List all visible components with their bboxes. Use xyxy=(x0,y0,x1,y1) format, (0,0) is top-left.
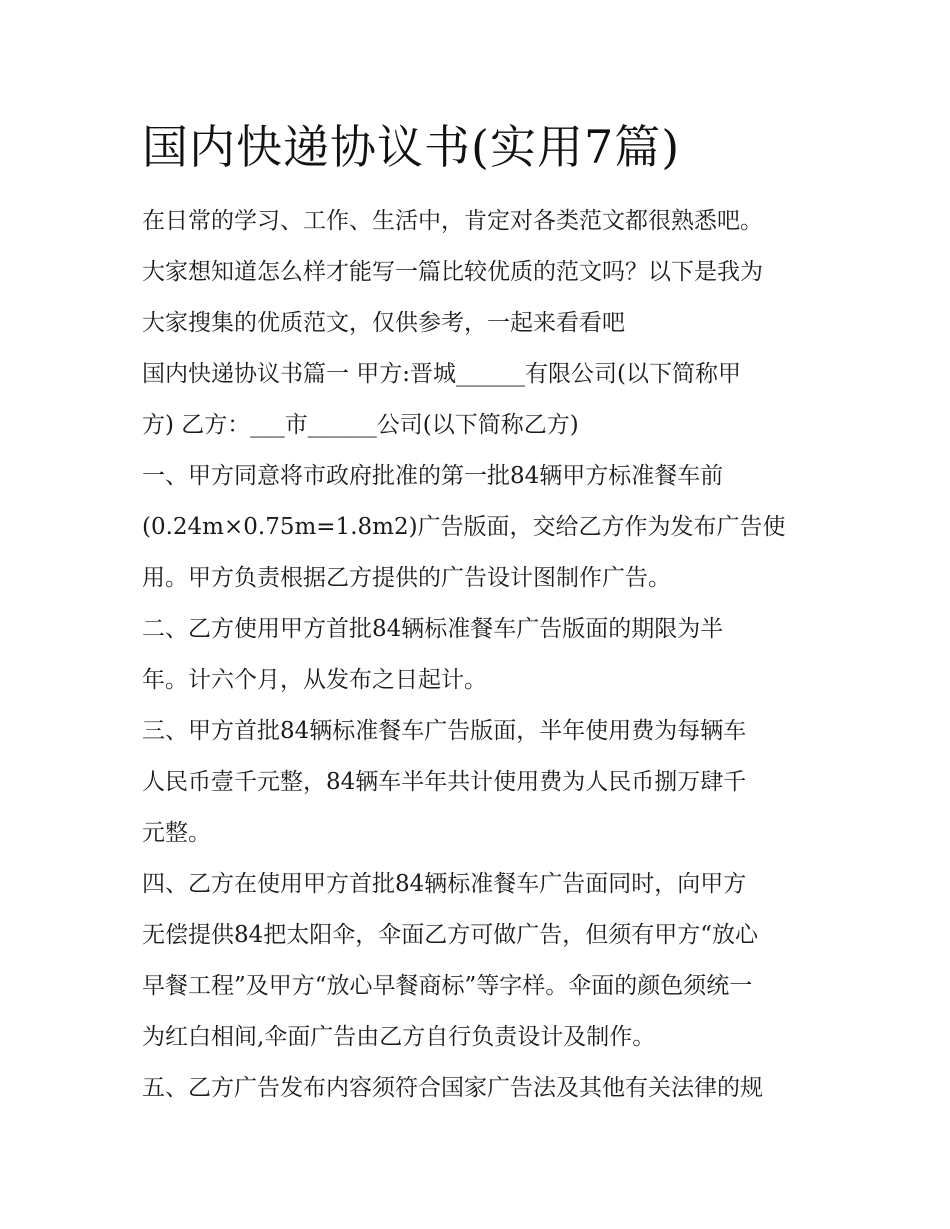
body-line: 人民币壹千元整，84辆车半年共计使用费为人民币捌万肆千 xyxy=(142,769,747,795)
body-line: 大家搜集的优质范文，仅供参考，一起来看看吧 xyxy=(142,310,625,336)
document-title: 国内快递协议书(实用7篇) xyxy=(142,120,681,174)
body-line: 五、乙方广告发布内容须符合国家广告法及其他有关法律的规 xyxy=(142,1075,763,1101)
document-body xyxy=(142,196,822,1114)
body-line: 为红白相间,伞面广告由乙方自行负责设计及制作。 xyxy=(142,1024,656,1050)
body-line: 年。计六个月，从发布之日起计。 xyxy=(142,667,487,693)
body-line: 四、乙方在使用甲方首批84辆标准餐车广告面同时，向甲方 xyxy=(142,871,747,897)
body-line: 在日常的学习、工作、生活中，肯定对各类范文都很熟悉吧。 xyxy=(142,208,763,234)
body-line: 早餐工程”及甲方“放心早餐商标”等字样。伞面的颜色须统一 xyxy=(142,973,753,999)
body-line: 国内快递协议书篇一 甲方:晋城______有限公司(以下简称甲 xyxy=(142,361,742,387)
body-line: (0.24m×0.75m=1.8m2)广告版面，交给乙方作为发布广告使 xyxy=(142,514,786,540)
body-line: 二、乙方使用甲方首批84辆标准餐车广告版面的期限为半 xyxy=(142,616,724,642)
body-line: 三、甲方首批84辆标准餐车广告版面，半年使用费为每辆车 xyxy=(142,718,747,744)
body-line: 方) 乙方：___市______公司(以下简称乙方) xyxy=(142,412,579,438)
body-line: 元整。 xyxy=(142,820,211,846)
body-line: 大家想知道怎么样才能写一篇比较优质的范文吗？以下是我为 xyxy=(142,259,763,285)
body-line: 用。甲方负责根据乙方提供的广告设计图制作广告。 xyxy=(142,565,671,591)
body-line: 无偿提供84把太阳伞，伞面乙方可做广告，但须有甲方“放心 xyxy=(142,922,759,948)
body-line: 一、甲方同意将市政府批准的第一批84辆甲方标准餐车前 xyxy=(142,463,724,489)
